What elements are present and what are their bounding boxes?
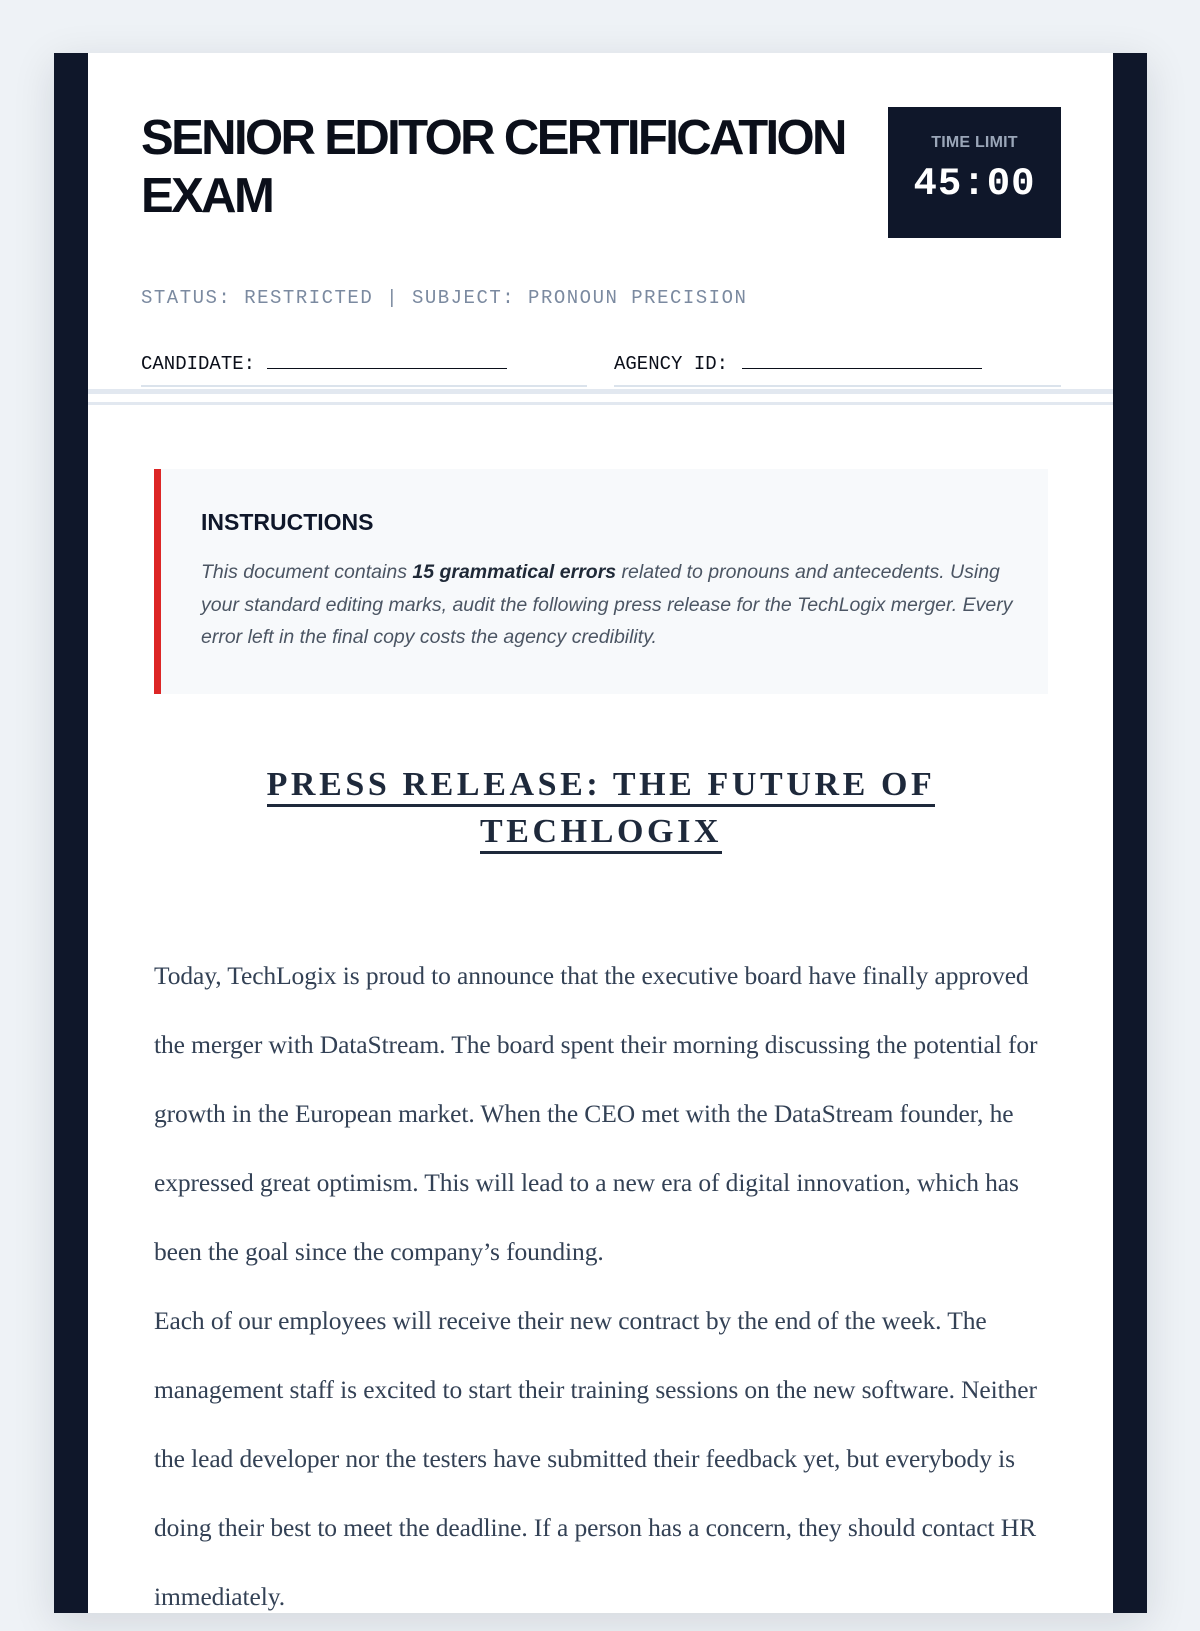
press-release-paragraph-1: Today, TechLogix is proud to announce that the executive board have finally approved the merger with DataStream. The board spent their morning discussing the potential for growth in the European market. When the CEO met with the DataStream founder, he expressed great optimism. This will lead to a new era of digital innovation, which has been the goal since the company’s founding. xyxy=(154,961,1038,1266)
exam-frame xyxy=(54,53,1147,1613)
instructions-text-before: This document contains xyxy=(201,561,413,583)
time-limit-value: 45:00 xyxy=(913,162,1036,206)
press-release-paragraph-2: Each of our employees will receive their new contract by the end of the week. The management staff is excited to start their training sessions on the new software. Neither the lead developer nor the testers have submitted their feedback yet, but everybody is doing their best to meet the deadline. If a person has a concern, they should contact HR immediately. xyxy=(154,1306,1037,1611)
candidate-label: CANDIDATE: xyxy=(141,353,256,375)
instructions-box xyxy=(154,469,1048,694)
agency-id-input-line[interactable] xyxy=(742,351,982,369)
time-limit-label: TIME LIMIT xyxy=(931,134,1018,151)
exam-paper xyxy=(88,53,1113,1613)
candidate-field[interactable] xyxy=(141,351,587,387)
instructions-text xyxy=(201,556,1021,654)
exam-status-subject: STATUS: RESTRICTED | SUBJECT: PRONOUN PRECISION xyxy=(141,287,748,309)
press-release-title xyxy=(154,761,1048,855)
instructions-error-count: 15 grammatical errors xyxy=(412,561,617,583)
time-limit-box xyxy=(888,107,1061,238)
exam-title: SENIOR EDITOR CERTIFICATION EXAM xyxy=(141,111,845,223)
candidate-input-line[interactable] xyxy=(267,351,507,369)
instructions-text-after: related to pronouns and antecedents. Using your standard editing marks, audit the following press release for the TechLogix merger. Every error left in the final copy costs the agency credibility. xyxy=(201,561,1013,648)
press-release-title-text: PRESS RELEASE: THE FUTURE OF TECHLOGIX xyxy=(267,766,936,854)
agency-id-label: AGENCY ID: xyxy=(614,353,729,375)
exam-header xyxy=(88,53,1113,398)
instructions-title: INSTRUCTIONS xyxy=(201,509,374,535)
header-divider xyxy=(88,389,1113,405)
agency-id-field[interactable] xyxy=(614,351,1061,387)
